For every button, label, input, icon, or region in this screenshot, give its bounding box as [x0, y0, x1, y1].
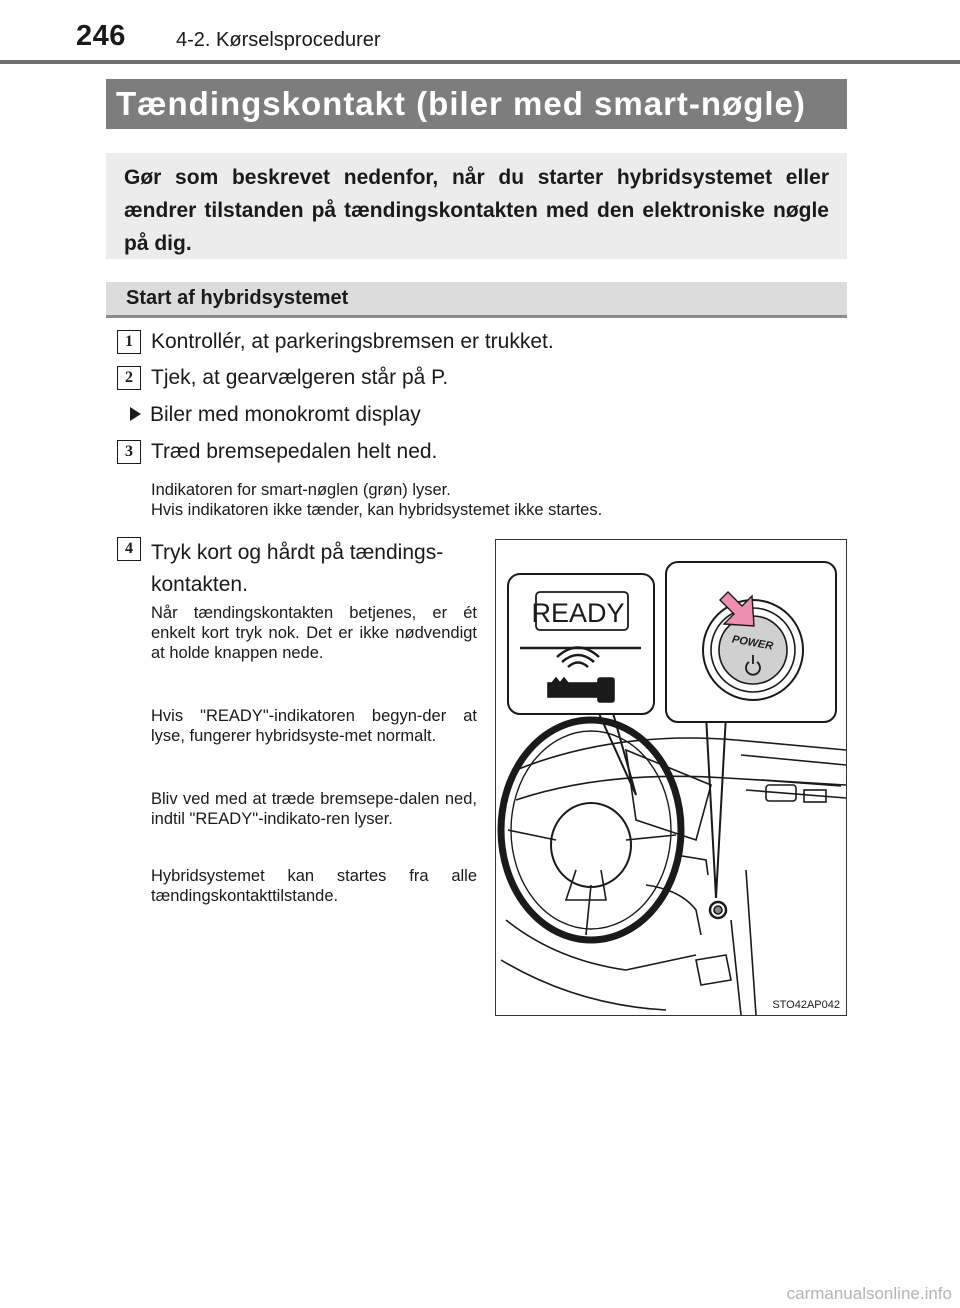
- step-text: Kontrollér, at parkeringsbremsen er trukket.: [151, 330, 554, 353]
- step-number-badge: 1: [117, 330, 141, 354]
- condition-item: [130, 403, 421, 427]
- step-text: Tryk kort og hårdt på tændings-kontakten.: [151, 541, 444, 596]
- ready-indicator-label: READY: [531, 598, 625, 628]
- step-description: [151, 603, 477, 663]
- intro-paragraph: Gør som beskrevet nedenfor, når du starter hybridsystemet eller ændrer tilstanden på tændingskontakten med den elektroniske nøgle på dig.: [106, 153, 847, 259]
- page-title: Tændingskontakt (biler med smart-nøgle): [106, 79, 847, 129]
- step-number-badge: 3: [117, 440, 141, 464]
- description-paragraph: Når tændingskontakten betjenes, er ét enkelt kort tryk nok. Det er ikke nødvendigt at holde knappen nede.: [151, 604, 477, 662]
- description-paragraph: Hvis "READY"-indikatoren begyn-der at lyse, fungerer hybridsyste-met normalt.: [151, 707, 477, 745]
- step-description: [151, 706, 477, 746]
- step-description: [151, 789, 477, 829]
- step-text: Træd bremsepedalen helt ned.: [151, 440, 438, 463]
- power-switch-label: POWER: [731, 633, 775, 653]
- condition-label: Biler med monokromt display: [150, 403, 421, 426]
- illustration-code: STO42AP042: [772, 999, 840, 1011]
- triangle-bullet-icon: [130, 407, 141, 421]
- page-header: [0, 0, 960, 64]
- step-note: Indikatoren for smart-nøglen (grøn) lyser.: [151, 481, 451, 499]
- header-divider: [0, 60, 960, 64]
- subheading: Start af hybridsystemet: [106, 282, 847, 318]
- dashboard-illustration: [495, 539, 847, 1016]
- step-note: Hvis indikatoren ikke tænder, kan hybridsystemet ikke startes.: [151, 501, 603, 519]
- step-number-badge: 4: [117, 537, 141, 561]
- description-paragraph: Bliv ved med at træde bremsepe-dalen ned, indtil "READY"-indikato-ren lyser.: [151, 790, 477, 828]
- dashboard-drawing: [496, 540, 846, 1015]
- step-description: [151, 866, 477, 906]
- description-paragraph: Hybridsystemet kan startes fra alle tændingskontakttilstande.: [151, 867, 477, 905]
- section-title: 4-2. Kørselsprocedurer: [176, 29, 381, 51]
- watermark: carmanualsonline.info: [786, 1284, 952, 1303]
- page-number: 246: [76, 20, 126, 52]
- step-number-badge: 2: [117, 366, 141, 390]
- step-text: Tjek, at gearvælgeren står på P.: [151, 366, 449, 389]
